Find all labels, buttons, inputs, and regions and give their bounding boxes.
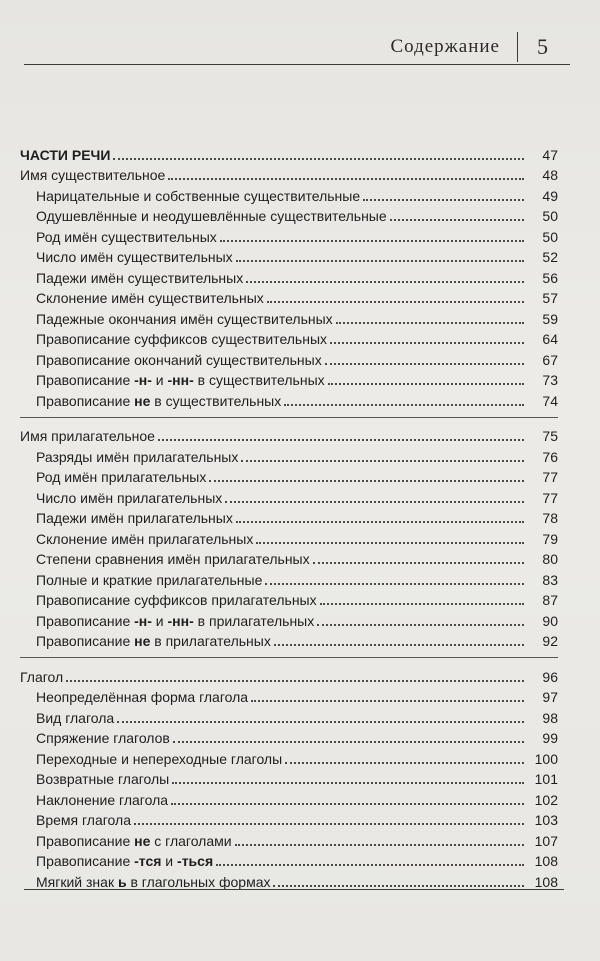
toc-entry[interactable] bbox=[20, 306, 558, 327]
toc-entry-page: 79 bbox=[542, 530, 558, 547]
dot-leader bbox=[274, 644, 524, 646]
toc-entry-page: 64 bbox=[542, 331, 558, 347]
toc-entry-page: 59 bbox=[542, 310, 558, 327]
toc-entry-text: Степени сравнения имён прилагательных bbox=[36, 551, 310, 567]
toc-entry-emphasis: не bbox=[134, 832, 151, 849]
toc-entry-page: 100 bbox=[534, 750, 558, 767]
toc-entry-text: в прилагательных bbox=[193, 612, 315, 629]
dot-leader bbox=[209, 480, 524, 482]
toc-entry-title bbox=[20, 669, 63, 685]
toc-entry[interactable] bbox=[20, 547, 558, 568]
toc-entry-title bbox=[36, 393, 281, 409]
toc-entry-page: 73 bbox=[542, 372, 558, 388]
toc-entry-text: Наклонение глагола bbox=[36, 791, 169, 808]
toc-entry-title bbox=[36, 249, 233, 265]
page-number: 5 bbox=[537, 34, 548, 59]
toc-entry-text: Падежи имён существительных bbox=[36, 269, 244, 286]
toc-entry-text: Правописание bbox=[36, 372, 135, 388]
dot-leader bbox=[336, 322, 524, 324]
toc-entry-page: 83 bbox=[542, 571, 558, 588]
toc-entry-text: Спряжение глаголов bbox=[36, 730, 170, 746]
toc-entry-title bbox=[36, 270, 243, 286]
dot-leader bbox=[285, 762, 524, 764]
toc-entry-text: Падежи имён прилагательных bbox=[36, 510, 233, 526]
toc-entry-page: 52 bbox=[542, 249, 558, 265]
toc-entry-text: Правописание bbox=[36, 633, 135, 649]
dot-leader bbox=[158, 439, 524, 441]
toc-entry-text: и bbox=[151, 612, 168, 629]
toc-entry-text: Правописание окончаний существительных bbox=[36, 351, 322, 368]
toc-entry[interactable] bbox=[20, 869, 558, 890]
toc-entry[interactable] bbox=[20, 506, 558, 527]
dot-leader bbox=[225, 501, 524, 503]
toc-entry-title bbox=[36, 290, 264, 306]
toc-entry-text: Мягкий знак bbox=[36, 873, 118, 890]
dot-leader bbox=[216, 864, 524, 866]
toc-entry-emphasis: ь bbox=[117, 873, 127, 890]
toc-entry-text: Правописание bbox=[36, 853, 135, 869]
toc-entry[interactable] bbox=[20, 286, 558, 307]
toc-entry-title bbox=[36, 229, 217, 245]
toc-entry-title bbox=[36, 853, 213, 869]
toc-entry-emphasis: -ться bbox=[177, 853, 214, 869]
toc-entry-page: 92 bbox=[542, 633, 558, 649]
toc-entry-text: Склонение имён прилагательных bbox=[36, 530, 254, 547]
toc-entry-emphasis: -тся bbox=[134, 853, 162, 869]
toc-entry-text: и bbox=[161, 853, 178, 869]
toc-entry-title bbox=[20, 147, 110, 163]
header-rule bbox=[24, 64, 570, 65]
dot-leader bbox=[328, 383, 524, 385]
dot-leader bbox=[173, 741, 524, 743]
toc-entry-page: 102 bbox=[534, 791, 558, 808]
dot-leader bbox=[256, 542, 524, 544]
toc-entry-page: 57 bbox=[542, 290, 558, 306]
toc-entry[interactable] bbox=[20, 204, 558, 225]
toc-entry[interactable] bbox=[20, 808, 558, 829]
toc-entry-page: 47 bbox=[542, 146, 558, 163]
dot-leader bbox=[284, 404, 524, 406]
running-header bbox=[24, 24, 570, 64]
toc-entry-text: Возвратные глаголы bbox=[36, 771, 170, 787]
dot-leader bbox=[113, 158, 524, 160]
toc-entry-text: в существительных bbox=[193, 372, 325, 388]
dot-leader bbox=[168, 178, 524, 180]
toc-entry-page: 74 bbox=[542, 392, 558, 409]
dot-leader bbox=[320, 603, 524, 605]
dot-leader bbox=[66, 680, 524, 682]
toc-entry-text: Нарицательные и собственные существительные bbox=[36, 187, 361, 204]
toc-entry[interactable] bbox=[20, 588, 558, 609]
toc-entry-title bbox=[36, 331, 327, 347]
toc-entry-text: Разряды имён прилагательных bbox=[36, 448, 239, 465]
toc-section bbox=[20, 417, 558, 654]
toc-entry-page: 103 bbox=[534, 812, 558, 828]
dot-leader bbox=[273, 885, 524, 887]
toc-entry-title bbox=[36, 449, 238, 465]
toc-entry-page: 49 bbox=[542, 187, 558, 204]
toc-entry-title bbox=[36, 572, 262, 588]
toc-entry-title bbox=[36, 771, 169, 787]
dot-leader bbox=[117, 721, 524, 723]
toc-entry-text: Род имён существительных bbox=[36, 228, 217, 245]
toc-entry[interactable] bbox=[20, 224, 558, 245]
toc-entry-title bbox=[36, 311, 333, 327]
dot-leader bbox=[267, 301, 524, 303]
toc-entry-title bbox=[36, 833, 232, 849]
dot-leader bbox=[251, 700, 524, 702]
toc-entry-emphasis: -н- bbox=[134, 372, 152, 388]
toc-entry[interactable] bbox=[20, 485, 558, 506]
toc-entry-text: Одушевлённые и неодушевлённые существительные bbox=[36, 208, 387, 224]
toc-entry-title bbox=[36, 551, 310, 567]
toc-entry-text: Правописание bbox=[36, 392, 135, 409]
toc-entry[interactable] bbox=[20, 726, 558, 747]
toc-entry-page: 48 bbox=[542, 167, 558, 183]
toc-entry-page: 77 bbox=[542, 489, 558, 506]
dot-leader bbox=[241, 460, 524, 462]
toc-entry[interactable] bbox=[20, 388, 558, 409]
dot-leader bbox=[171, 803, 524, 805]
toc-entry-page: 50 bbox=[542, 208, 558, 224]
toc-entry[interactable] bbox=[20, 526, 558, 547]
toc-entry[interactable] bbox=[20, 424, 558, 445]
dot-leader bbox=[317, 624, 524, 626]
toc-entry[interactable] bbox=[20, 767, 558, 788]
toc-entry-text: Число имён существительных bbox=[36, 249, 233, 265]
toc-entry[interactable] bbox=[20, 849, 558, 870]
toc-entry-title bbox=[36, 710, 114, 726]
toc-entry-title bbox=[36, 510, 233, 526]
toc-entry[interactable] bbox=[20, 608, 558, 629]
toc-entry-title bbox=[36, 689, 248, 705]
toc-entry-text: Глагол bbox=[20, 668, 64, 685]
toc-entry-text: Имя существительное bbox=[20, 167, 166, 183]
header-title: Содержание bbox=[390, 36, 500, 57]
toc-entry-title bbox=[36, 792, 168, 808]
toc-entry[interactable] bbox=[20, 347, 558, 368]
toc-entry[interactable] bbox=[20, 705, 558, 726]
toc-entry-title bbox=[36, 874, 270, 890]
toc-entry-title bbox=[36, 730, 170, 746]
toc-entry-title bbox=[36, 633, 271, 649]
toc-section bbox=[20, 142, 558, 413]
toc-entry-emphasis: -нн- bbox=[167, 372, 194, 388]
toc-entry-page: 98 bbox=[542, 709, 558, 726]
toc-entry-page: 90 bbox=[542, 612, 558, 629]
toc-entry-text: Полные и краткие прилагательные bbox=[36, 571, 263, 588]
toc-entry-title bbox=[36, 592, 317, 608]
toc-entry-title bbox=[20, 428, 155, 444]
toc-entry-text: Правописание bbox=[36, 832, 135, 849]
toc-entry-page: 87 bbox=[542, 592, 558, 608]
toc-entry-text: Число имён прилагательных bbox=[36, 489, 223, 506]
toc-entry-text: Склонение имён существительных bbox=[36, 290, 264, 306]
toc-entry-page: 108 bbox=[534, 853, 558, 869]
toc-entry-text: в глагольных формах bbox=[126, 873, 271, 890]
toc-entry-text: Падежные окончания имён существительных bbox=[36, 310, 333, 327]
toc-entry[interactable] bbox=[20, 787, 558, 808]
toc-entry[interactable] bbox=[20, 664, 558, 685]
dot-leader bbox=[363, 199, 524, 201]
toc-entry[interactable] bbox=[20, 142, 558, 163]
toc-entry-text: Вид глагола bbox=[36, 709, 115, 726]
header-separator bbox=[517, 32, 518, 62]
toc-entry-page: 78 bbox=[542, 510, 558, 526]
toc-entry-text: Имя прилагательное bbox=[20, 428, 155, 444]
toc-entry-title bbox=[36, 490, 222, 506]
toc-entry-title bbox=[36, 208, 387, 224]
toc-entry-page: 75 bbox=[542, 428, 558, 444]
toc-entry-title bbox=[36, 531, 253, 547]
toc-entry[interactable] bbox=[20, 163, 558, 184]
toc-entry-text: Правописание суффиксов прилагательных bbox=[36, 592, 317, 608]
dot-leader bbox=[236, 521, 524, 523]
toc-entry[interactable] bbox=[20, 368, 558, 389]
toc-entry[interactable] bbox=[20, 265, 558, 286]
toc-entry-emphasis: -н- bbox=[134, 612, 152, 629]
toc-entry-title bbox=[36, 372, 325, 388]
toc-entry-text: Правописание bbox=[36, 612, 135, 629]
toc-entry-page: 99 bbox=[542, 730, 558, 746]
toc-entry-page: 108 bbox=[534, 873, 558, 890]
toc-entry[interactable] bbox=[20, 567, 558, 588]
toc-entry-text: Переходные и непереходные глаголы bbox=[36, 750, 283, 767]
toc-entry-title bbox=[36, 613, 314, 629]
dot-leader bbox=[134, 823, 524, 825]
dot-leader bbox=[172, 782, 524, 784]
dot-leader bbox=[235, 844, 524, 846]
dot-leader bbox=[220, 240, 524, 242]
toc-entry-text: Время глагола bbox=[36, 812, 131, 828]
toc-entry-page: 67 bbox=[542, 351, 558, 368]
dot-leader bbox=[313, 562, 524, 564]
toc-entry-title bbox=[20, 167, 165, 183]
toc-entry-title bbox=[36, 352, 322, 368]
toc-entry-title bbox=[36, 188, 360, 204]
dot-leader bbox=[265, 583, 524, 585]
toc-entry-emphasis: -нн- bbox=[167, 612, 194, 629]
toc-entry-page: 76 bbox=[542, 448, 558, 465]
table-of-contents bbox=[20, 142, 558, 894]
toc-entry-text: Род имён прилагательных bbox=[36, 469, 207, 485]
toc-entry-text: с глаголами bbox=[150, 832, 232, 849]
toc-entry-text: Неопределённая форма глагола bbox=[36, 689, 249, 705]
toc-entry-emphasis: не bbox=[134, 392, 151, 409]
dot-leader bbox=[330, 342, 524, 344]
toc-entry[interactable] bbox=[20, 828, 558, 849]
toc-entry[interactable] bbox=[20, 327, 558, 348]
toc-entry-emphasis: не bbox=[134, 633, 151, 649]
dot-leader bbox=[390, 219, 524, 221]
toc-entry[interactable] bbox=[20, 444, 558, 465]
toc-entry-page: 50 bbox=[542, 228, 558, 245]
toc-entry-page: 56 bbox=[542, 269, 558, 286]
toc-entry-page: 80 bbox=[542, 551, 558, 567]
toc-entry[interactable] bbox=[20, 183, 558, 204]
toc-entry-text: в существительных bbox=[150, 392, 282, 409]
dot-leader bbox=[246, 281, 524, 283]
toc-entry-page: 97 bbox=[542, 689, 558, 705]
dot-leader bbox=[236, 260, 524, 262]
toc-entry-page: 77 bbox=[542, 469, 558, 485]
toc-entry[interactable] bbox=[20, 465, 558, 486]
toc-entry[interactable] bbox=[20, 746, 558, 767]
toc-entry-title bbox=[36, 751, 282, 767]
toc-entry-page: 101 bbox=[534, 771, 558, 787]
toc-entry-title bbox=[36, 469, 206, 485]
toc-section bbox=[20, 657, 558, 894]
toc-entry-title bbox=[36, 812, 131, 828]
toc-entry[interactable] bbox=[20, 245, 558, 266]
dot-leader bbox=[325, 363, 524, 365]
toc-entry[interactable] bbox=[20, 685, 558, 706]
toc-entry-text: ЧАСТИ РЕЧИ bbox=[20, 146, 111, 163]
footer-rule bbox=[24, 889, 564, 890]
toc-entry-text: и bbox=[151, 372, 168, 388]
toc-entry-text: Правописание суффиксов существительных bbox=[36, 331, 328, 347]
toc-entry-page: 107 bbox=[534, 832, 558, 849]
toc-entry-page: 96 bbox=[542, 668, 558, 685]
toc-entry[interactable] bbox=[20, 629, 558, 650]
toc-entry-text: в прилагательных bbox=[150, 633, 271, 649]
